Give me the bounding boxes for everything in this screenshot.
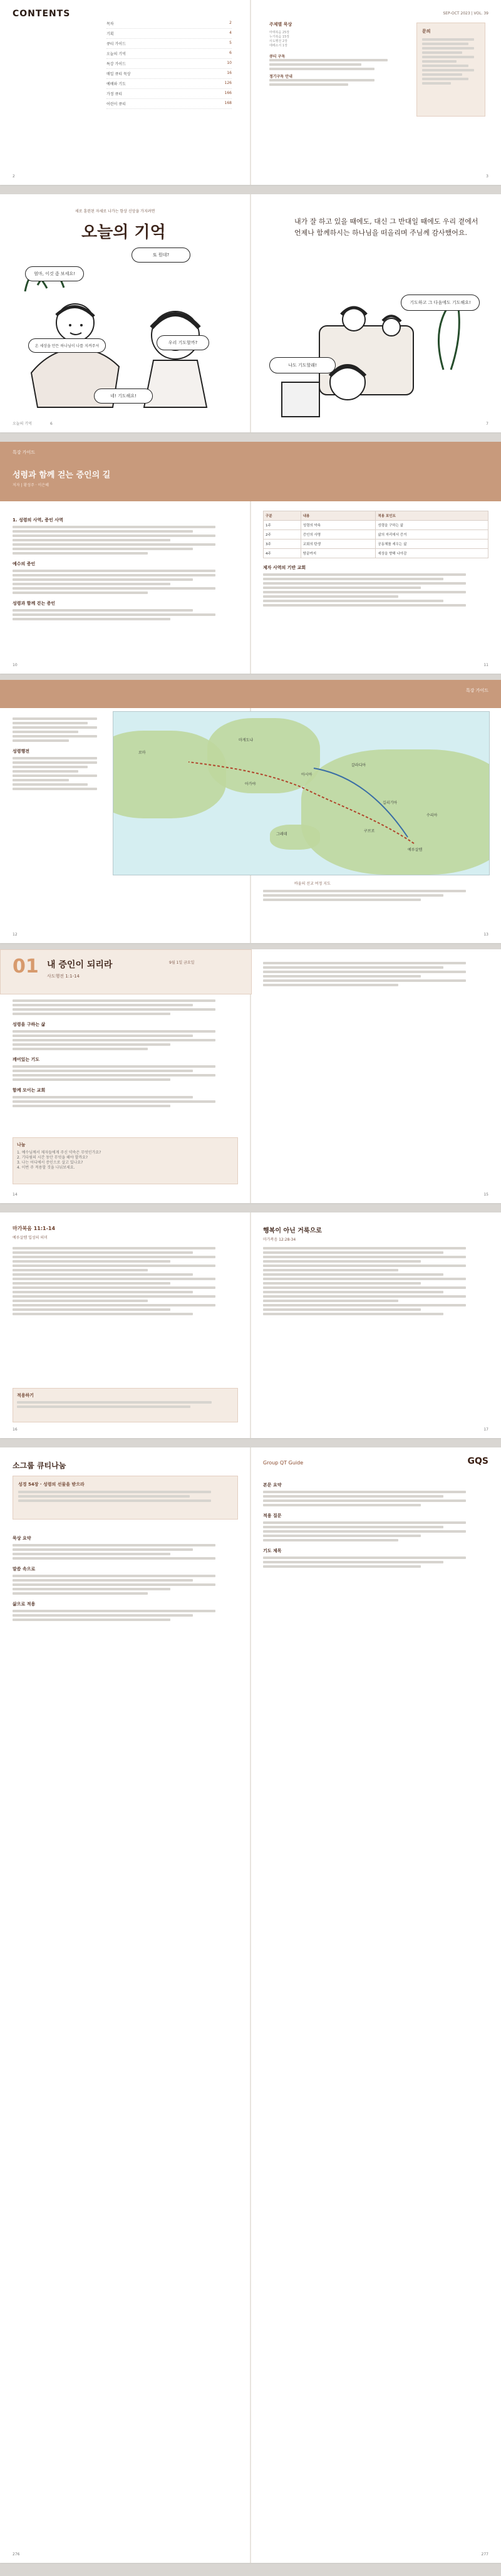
subheading: 함께 모이는 교회 <box>13 1088 46 1093</box>
subheading: 예수의 증인 <box>13 561 36 566</box>
map-spread <box>0 680 501 943</box>
subheading: 묵상 요약 <box>13 1536 31 1541</box>
spread-gutter <box>250 0 251 185</box>
speech-bubble: 엄마, 이것 좀 보세요! <box>25 266 84 281</box>
left-subtitle: 예루살렘 입성의 의미 <box>13 1236 48 1240</box>
special-spread <box>0 442 501 674</box>
page-number: 3 <box>486 174 488 179</box>
qt-right-header: Group QT Guide <box>263 1460 304 1466</box>
page-number: 16 <box>13 1427 18 1432</box>
speech-bubble: 우리 기도할까? <box>157 335 209 350</box>
comic-right-text: 내가 잘 하고 있을 때에도, 대신 그 반대일 때에도 우리 곁에서 언제나 함께하시는 하나님을 떠올리며 주님께 감사했어요. <box>294 217 478 237</box>
left-title: 마가복음 11:1-14 <box>13 1226 56 1231</box>
page-number: 15 <box>483 1192 488 1197</box>
toc-right-heading: 주제별 묵상 <box>269 22 292 27</box>
map-place-label: 아가야 <box>245 782 256 786</box>
lesson-number: 01 <box>13 956 39 978</box>
toc-row[interactable]: 특강 가이드 10 <box>106 59 232 69</box>
lesson-scripture: 사도행전 1:1-14 <box>47 974 80 979</box>
right-title: 행복이 아닌 거룩으로 <box>263 1228 322 1234</box>
spread-gutter <box>250 194 251 432</box>
schedule-table <box>263 511 488 558</box>
issue-label: SEP-OCT 2023 | VOL. 39 <box>443 11 488 16</box>
map-place-label: 길리기아 <box>383 801 398 805</box>
left-text <box>13 717 106 792</box>
comic-spread <box>0 194 501 432</box>
qt-spread <box>0 1447 501 2563</box>
page-number: 276 <box>13 2552 20 2557</box>
toc-row[interactable]: 가정 큐티 166 <box>106 89 232 99</box>
page-number: 6 <box>50 422 53 426</box>
subheading: 성령과 함께 걷는 증인 <box>13 601 56 606</box>
lesson-date: 9월 1일 금요일 <box>169 961 195 965</box>
subheading: 1. 성령의 사역, 증인 사역 <box>13 518 63 523</box>
question-item: 1. 예수님께서 제자들에게 주신 약속은 무엇인가요? <box>17 1150 101 1155</box>
map-place-label: 구브로 <box>364 829 375 833</box>
right-column <box>263 511 488 608</box>
lesson-body <box>13 999 238 1109</box>
section-label: 특강 가이드 <box>13 450 36 455</box>
map-routes <box>113 712 489 875</box>
speech-bubble: 나도 기도할래! <box>269 357 336 373</box>
map-place-label: 예루살렘 <box>408 848 423 852</box>
speech-bubble: 또 뭔데? <box>132 248 190 263</box>
subheading: 기도 제목 <box>263 1548 282 1553</box>
contact-label: 문의 <box>422 29 431 34</box>
qt-right-list <box>263 1476 488 1570</box>
page-number: 2 <box>13 174 15 179</box>
subheading: 적용 질문 <box>263 1513 282 1518</box>
question-label: 나눔 <box>17 1142 26 1147</box>
table-row: 1주 성령의 약속 성령을 구하는 삶 <box>264 521 488 530</box>
qt-left-box <box>13 1476 238 1520</box>
spread-gutter <box>250 1212 251 1438</box>
toc-note: 에베소서 1장 <box>269 44 287 48</box>
toc-row[interactable]: 예배와 기도 126 <box>106 79 232 89</box>
speech-bubble: 온 세상을 만든 하나님이 나를 지켜주셔 <box>28 338 106 353</box>
page-number: 17 <box>483 1427 488 1432</box>
toc-note: 누가복음 15장 <box>269 35 290 39</box>
toc-row[interactable]: 매일 큐티 묵상 16 <box>106 69 232 79</box>
qt-left-list <box>13 1529 238 1623</box>
map-place-label: 수리아 <box>426 813 438 818</box>
map-place-label: 그레데 <box>276 832 287 837</box>
toc-note: 사도행전 2장 <box>269 39 287 43</box>
table-header-row: 구분 내용 적용 포인트 <box>264 511 488 521</box>
page-number: 277 <box>481 2552 488 2557</box>
toc-row[interactable]: 목차 2 <box>106 19 232 29</box>
map-place-label: 마게도냐 <box>239 738 254 743</box>
subheading: 성령행전 <box>13 749 30 754</box>
mission-map <box>113 711 490 875</box>
comic-title: 오늘의 기억 <box>81 223 166 242</box>
map-caption: 바울의 선교 여정 지도 <box>294 882 331 886</box>
toc-note: 마태복음 25장 <box>269 31 290 34</box>
devotional-spread <box>0 1212 501 1438</box>
speech-bubble: 기도하고 그 다음에도 기도해요! <box>401 295 480 311</box>
qt-box-title: 성경 54장 · 성령의 선물을 받으라 <box>18 1482 85 1487</box>
qt-left-header: 소그룹 큐티나눔 <box>13 1461 66 1470</box>
section-label: 오늘의 기억 <box>13 422 32 426</box>
page-number: 14 <box>13 1192 18 1197</box>
left-column <box>13 511 238 622</box>
subheading: 제자 사역의 기반 교회 <box>263 565 306 570</box>
comic-subtitle: 새로 훈련된 자세로 나가는 항상 신앙을 가지려면 <box>75 209 155 214</box>
table-row: 4주 땅끝까지 세상을 향해 나아감 <box>264 549 488 558</box>
map-right-text <box>263 890 488 903</box>
question-item: 3. 나는 어디에서 증인으로 살고 있나요? <box>17 1160 83 1165</box>
subheading: 깨어있는 기도 <box>13 1057 40 1062</box>
contact-box <box>416 23 485 117</box>
subheading: 본문 요약 <box>263 1483 282 1488</box>
apply-box <box>13 1388 238 1422</box>
left-body <box>13 1247 238 1317</box>
contents-title: CONTENTS <box>13 9 71 19</box>
right-subtitle: 마가복음 12:28-34 <box>263 1238 296 1242</box>
lesson-title: 내 증인이 되리라 <box>47 960 113 970</box>
spread-gutter <box>250 1447 251 2563</box>
table-row: 2주 증인의 사명 삶의 자리에서 증거 <box>264 530 488 540</box>
right-body <box>263 1247 488 1317</box>
qt-right-logo: GQS <box>467 1456 488 1466</box>
toc-row[interactable]: 큐티 가이드 5 <box>106 39 232 49</box>
speech-bubble: 네! 기도해요! <box>94 388 153 404</box>
table-row: 3주 교회의 탄생 공동체를 세우는 삶 <box>264 540 488 549</box>
shop-label: 큐티 구독 <box>269 55 286 59</box>
apply-label: 적용하기 <box>17 1393 34 1398</box>
toc-right-column <box>269 21 401 88</box>
question-box <box>13 1137 238 1184</box>
page-number: 10 <box>13 663 18 667</box>
page-number: 11 <box>483 663 488 667</box>
lesson-spread <box>0 949 501 1203</box>
toc-left-column <box>106 19 232 109</box>
page-number: 7 <box>486 422 488 426</box>
subheading: 말씀 속으로 <box>13 1567 36 1572</box>
toc-row[interactable]: 기획 4 <box>106 29 232 39</box>
toc-row[interactable]: 어린이 큐티 168 <box>106 99 232 109</box>
toc-row[interactable]: 오늘의 기억 6 <box>106 49 232 59</box>
map-place-label: 로마 <box>138 751 146 755</box>
subscribe-label: 정기구독 안내 <box>269 75 292 79</box>
question-item: 4. 이번 주 적용할 것을 나눠보세요. <box>17 1165 75 1171</box>
section-banner <box>0 680 501 708</box>
special-author: 저자 | 황성주 · 이은혜 <box>13 483 49 488</box>
page-number: 13 <box>483 932 488 937</box>
question-item: 2. 기다림의 시간 동안 무엇을 해야 할까요? <box>17 1155 88 1160</box>
lesson-right-body <box>263 962 488 988</box>
special-title: 성령과 함께 걷는 증인의 길 <box>13 471 111 480</box>
subheading: 성령을 구하는 삶 <box>13 1022 46 1027</box>
map-place-label: 갈라디아 <box>351 763 366 768</box>
map-place-label: 아시아 <box>301 773 312 777</box>
subheading: 삶으로 적용 <box>13 1602 36 1607</box>
contents-spread <box>0 0 501 185</box>
page-number: 12 <box>13 932 18 937</box>
section-label: 특강 가이드 <box>465 688 488 693</box>
